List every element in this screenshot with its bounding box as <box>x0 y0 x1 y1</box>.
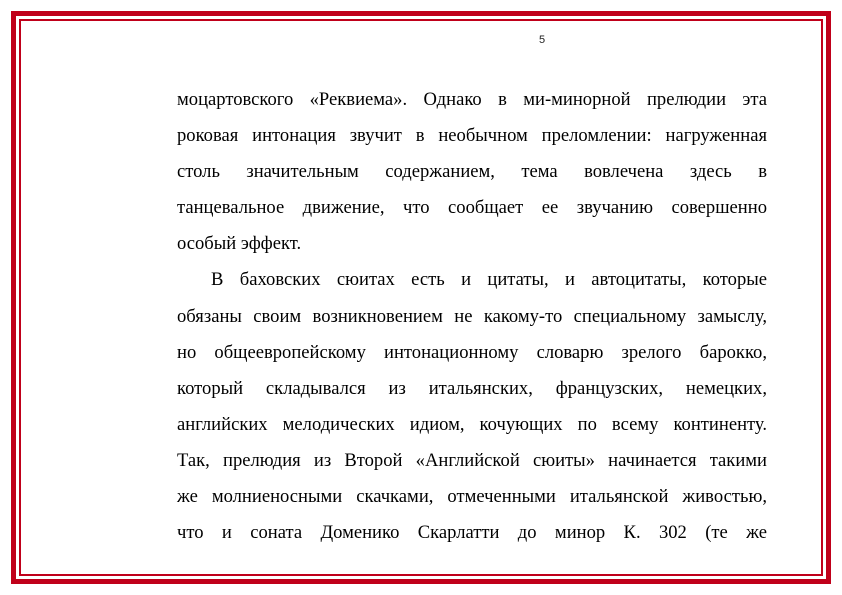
text-line: что и соната Доменико Скарлатти до минор К. 302 (те же <box>177 522 767 544</box>
text-line: который складывался из итальянских, французских, немецких, <box>177 377 767 399</box>
text-line: обязаны своим возникновением не какому-то специальному замыслу, <box>177 305 767 327</box>
text-line: танцевальное движение, что сообщает ее звучанию совершенно <box>177 197 767 219</box>
text-line: но общеевропейскому интонационному словарю зрелого барокко, <box>177 341 767 363</box>
text-line: Так, прелюдия из Второй «Английской сюиты» начинается такими <box>177 449 767 471</box>
text-line: английских мелодических идиом, кочующих по всему континенту. <box>177 413 767 435</box>
text-line: В баховских сюитах есть и цитаты, и автоцитаты, которые <box>211 269 767 291</box>
page-number: 5 <box>538 34 546 46</box>
text-line: столь значительным содержанием, тема вовлечена здесь в <box>177 161 767 183</box>
text-line: особый эффект. <box>177 233 302 255</box>
text-line: моцартовского «Реквиема». Однако в ми-минорной прелюдии эта <box>177 89 767 110</box>
text-line: роковая интонация звучит в необычном преломлении: нагруженная <box>177 125 767 147</box>
text-line: же молниеносными скачками, отмеченными итальянской живостью, <box>177 486 767 508</box>
document-body <box>177 82 767 551</box>
